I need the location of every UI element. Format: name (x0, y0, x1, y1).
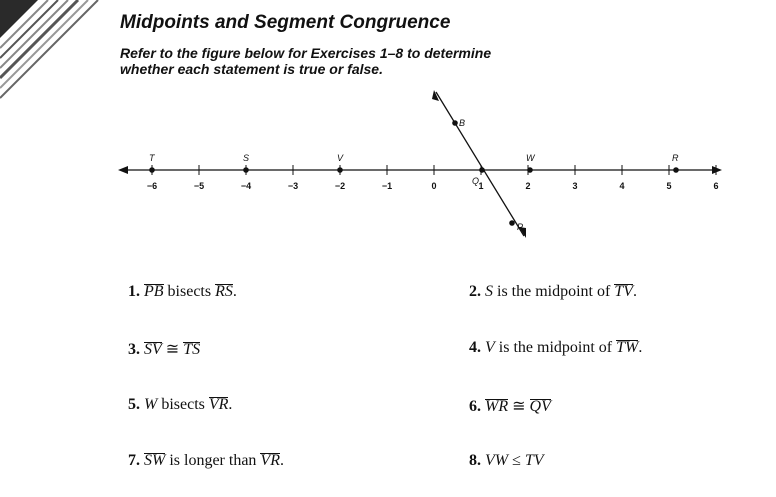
label-q: Q (472, 176, 480, 186)
right-arrow-icon (712, 166, 722, 174)
instructions-line-2: whether each statement is true or false. (120, 61, 383, 77)
number-line-figure (0, 88, 776, 238)
point-v (337, 167, 343, 173)
transversal-line-pb (436, 92, 524, 236)
instructions-line-1: Refer to the figure below for Exercises 1–8 to determine (120, 45, 492, 61)
label-s: S (243, 153, 250, 163)
tick-label: 1 (478, 181, 484, 191)
page-title: Midpoints and Segment Congruence (120, 12, 451, 33)
label-w: W (526, 153, 535, 163)
exercise-5: 5. W bisects VR. (128, 396, 233, 413)
tick-label: 3 (572, 181, 578, 191)
exercise-1: 1. PB bisects RS. (128, 283, 237, 300)
label-b: B (459, 118, 466, 128)
label-p: P (517, 222, 524, 232)
point-s (243, 167, 249, 173)
point-t (149, 167, 155, 173)
point-r (673, 167, 679, 173)
tick-label: 2 (525, 181, 531, 191)
tick-label: −5 (193, 181, 205, 191)
tick-label: −1 (381, 181, 393, 191)
instructions (120, 45, 580, 77)
tick-labels (147, 181, 719, 191)
exercise-7: 7. SW is longer than VR. (128, 452, 284, 469)
exercise-2: 2. S is the midpoint of TV. (469, 283, 637, 300)
tick-label: 5 (666, 181, 672, 191)
label-t: T (149, 153, 155, 163)
label-r: R (672, 153, 679, 163)
point-w (527, 167, 533, 173)
tick-label: 4 (619, 181, 625, 191)
tick-label: −3 (287, 181, 299, 191)
tick-label: 6 (713, 181, 719, 191)
exercise-3: 3. SV ≅ TS (128, 341, 201, 358)
point-q (479, 167, 485, 173)
exercise-4: 4. V is the midpoint of TW. (469, 339, 643, 356)
label-v: V (337, 153, 344, 163)
left-arrow-icon (118, 166, 128, 174)
point-p (509, 220, 515, 226)
exercise-8: 8. VW ≤ TV (469, 452, 544, 469)
point-b (452, 120, 458, 126)
exercise-6: 6. WR ≅ QV (469, 398, 551, 415)
tick-label: −6 (146, 181, 158, 191)
tick-label: −4 (240, 181, 252, 191)
tick-label: −2 (334, 181, 346, 191)
tick-label: 0 (431, 181, 437, 191)
